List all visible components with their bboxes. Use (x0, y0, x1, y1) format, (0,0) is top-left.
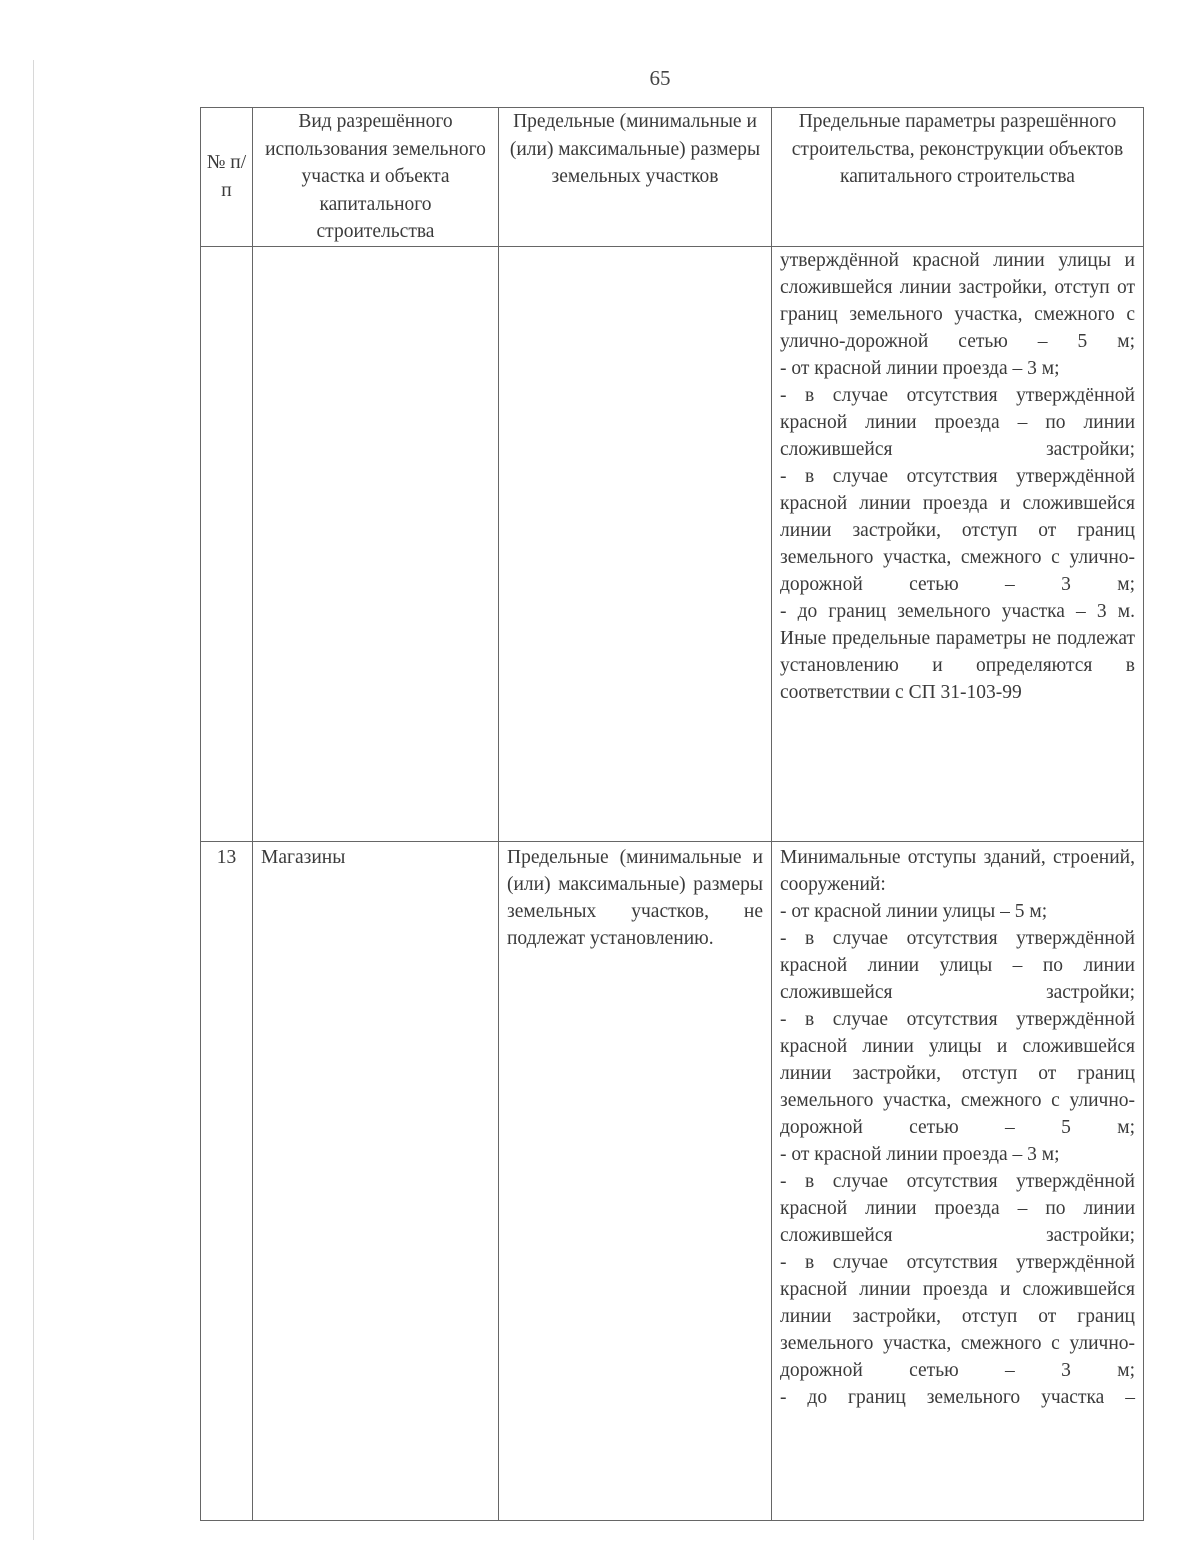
row-number: 13 (201, 841, 253, 1520)
param-paragraph: - в случае отсутствия утверждённой красной линии проезда – по линии сложившейся застройки; (780, 384, 1135, 460)
header-use-type: Вид разрешённого использования земельного участка и объекта капитального строительства (253, 108, 499, 247)
param-paragraph: - до границ земельного участка – (780, 1386, 1135, 1408)
header-number: № п/п (201, 108, 253, 247)
row-plot-sizes (499, 246, 772, 841)
table-row (201, 841, 1144, 1520)
table-row (201, 246, 1144, 841)
header-plot-sizes: Предельные (минимальные и (или) максимальные) размеры земельных участков (499, 108, 772, 247)
param-paragraph: - от красной линии проезда – 3 м; (780, 1143, 1060, 1165)
param-paragraph: Минимальные отступы зданий, строений, сооружений: (780, 846, 1135, 895)
scan-edge-line (33, 60, 34, 1540)
param-paragraph: - в случае отсутствия утверждённой красной линии проезда и сложившейся линии застройки, отступ от границ земельного участка, смежного с улично-дорожной сетью – 3 м; (780, 1251, 1135, 1381)
row-use-type (253, 246, 499, 841)
row-construction-params (772, 841, 1144, 1520)
param-paragraph: - от красной линии проезда – 3 м; (780, 357, 1060, 379)
param-paragraph: - в случае отсутствия утверждённой красной линии проезда и сложившейся линии застройки, отступ от границ земельного участка, смежного с улично-дорожной сетью – 3 м; (780, 465, 1135, 595)
param-paragraph: - в случае отсутствия утверждённой красной линии улицы – по линии сложившейся застройки; (780, 927, 1135, 1003)
table-header-row (201, 108, 1144, 247)
param-paragraph: - от красной линии улицы – 5 м; (780, 900, 1048, 922)
row-plot-sizes: Предельные (минимальные и (или) максимальные) размеры земельных участков, не подлежат установлению. (499, 841, 772, 1520)
row-use-type: Магазины (253, 841, 499, 1520)
param-paragraph: - в случае отсутствия утверждённой красной линии проезда – по линии сложившейся застройки; (780, 1170, 1135, 1246)
regulations-table (200, 107, 1144, 1521)
param-paragraph: - до границ земельного участка – 3 м. (780, 600, 1135, 622)
param-paragraph: Иные предельные параметры не подлежат установлению и определяются в соответствии с СП 31-103-99 (780, 627, 1135, 703)
header-construction-params: Предельные параметры разрешённого строительства, реконструкции объектов капитального строительства (772, 108, 1144, 247)
row-number (201, 246, 253, 841)
page-number: 65 (649, 66, 671, 90)
row-construction-params (772, 246, 1144, 841)
param-paragraph: - в случае отсутствия утверждённой красной линии улицы и сложившейся линии застройки, отступ от границ земельного участка, смежного с улично-дорожной сетью – 5 м; (780, 1008, 1135, 1138)
param-paragraph: утверждённой красной линии улицы и сложившейся линии застройки, отступ от границ земельного участка, смежного с улично-дорожной сетью – 5 м; (780, 249, 1135, 352)
